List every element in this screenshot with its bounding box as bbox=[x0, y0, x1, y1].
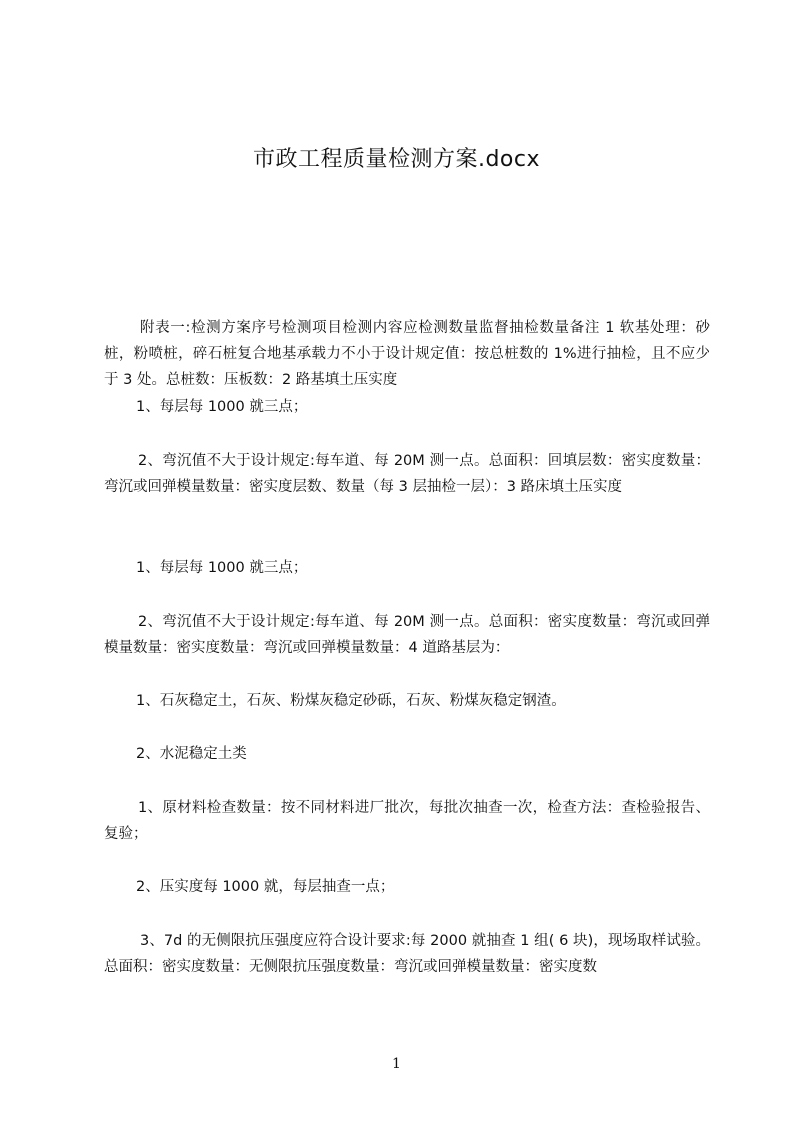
paragraph-item: 1、原材料检查数量：按不同材料进厂批次，每批次抽查一次，检查方法：查检验报告、复验； bbox=[104, 800, 710, 842]
paragraph-item: 1、石灰稳定土，石灰、粉煤灰稳定砂砾，石灰、粉煤灰稳定钢渣。 bbox=[136, 693, 566, 709]
paragraph-appendix-intro: 附表一:检测方案序号检测项目检测内容应检测数量监督抽检数量备注 1 软基处理：砂桩，粉喷桩，碎石桩复合地基承载力不小于设计规定值：按总桩数的 1%进行抽检，且不应少于 3 处。总桩数：压板数：2 路基填土压实度 bbox=[104, 320, 710, 388]
paragraph-item: 1、每层每 1000 就三点； bbox=[136, 399, 308, 415]
paragraph-item: 2、水泥稳定土类 bbox=[136, 746, 247, 762]
document-title: 市政工程质量检测方案.docx bbox=[252, 147, 541, 172]
paragraph-item: 2、弯沉值不大于设计规定:每车道、每 20M 测一点。总面积：密实度数量：弯沉或回弹模量数量：密实度数量：弯沉或回弹模量数量：4 道路基层为： bbox=[104, 614, 710, 656]
paragraph-item: 2、压实度每 1000 就，每层抽查一点； bbox=[136, 879, 395, 895]
paragraph-item: 2、弯沉值不大于设计规定:每车道、每 20M 测一点。总面积：回填层数：密实度数量：弯沉或回弹模量数量：密实度层数、数量（每 3 层抽检一层）：3 路床填土压实度 bbox=[104, 453, 710, 495]
page-number: 1 bbox=[392, 1056, 401, 1072]
paragraph-item: 1、每层每 1000 就三点； bbox=[136, 560, 308, 576]
paragraph-item: 3、7d 的无侧限抗压强度应符合设计要求:每 2000 就抽查 1 组( 6 块)，现场取样试验。总面积：密实度数量：无侧限抗压强度数量：弯沉或回弹模量数量：密实度数 bbox=[104, 933, 710, 975]
